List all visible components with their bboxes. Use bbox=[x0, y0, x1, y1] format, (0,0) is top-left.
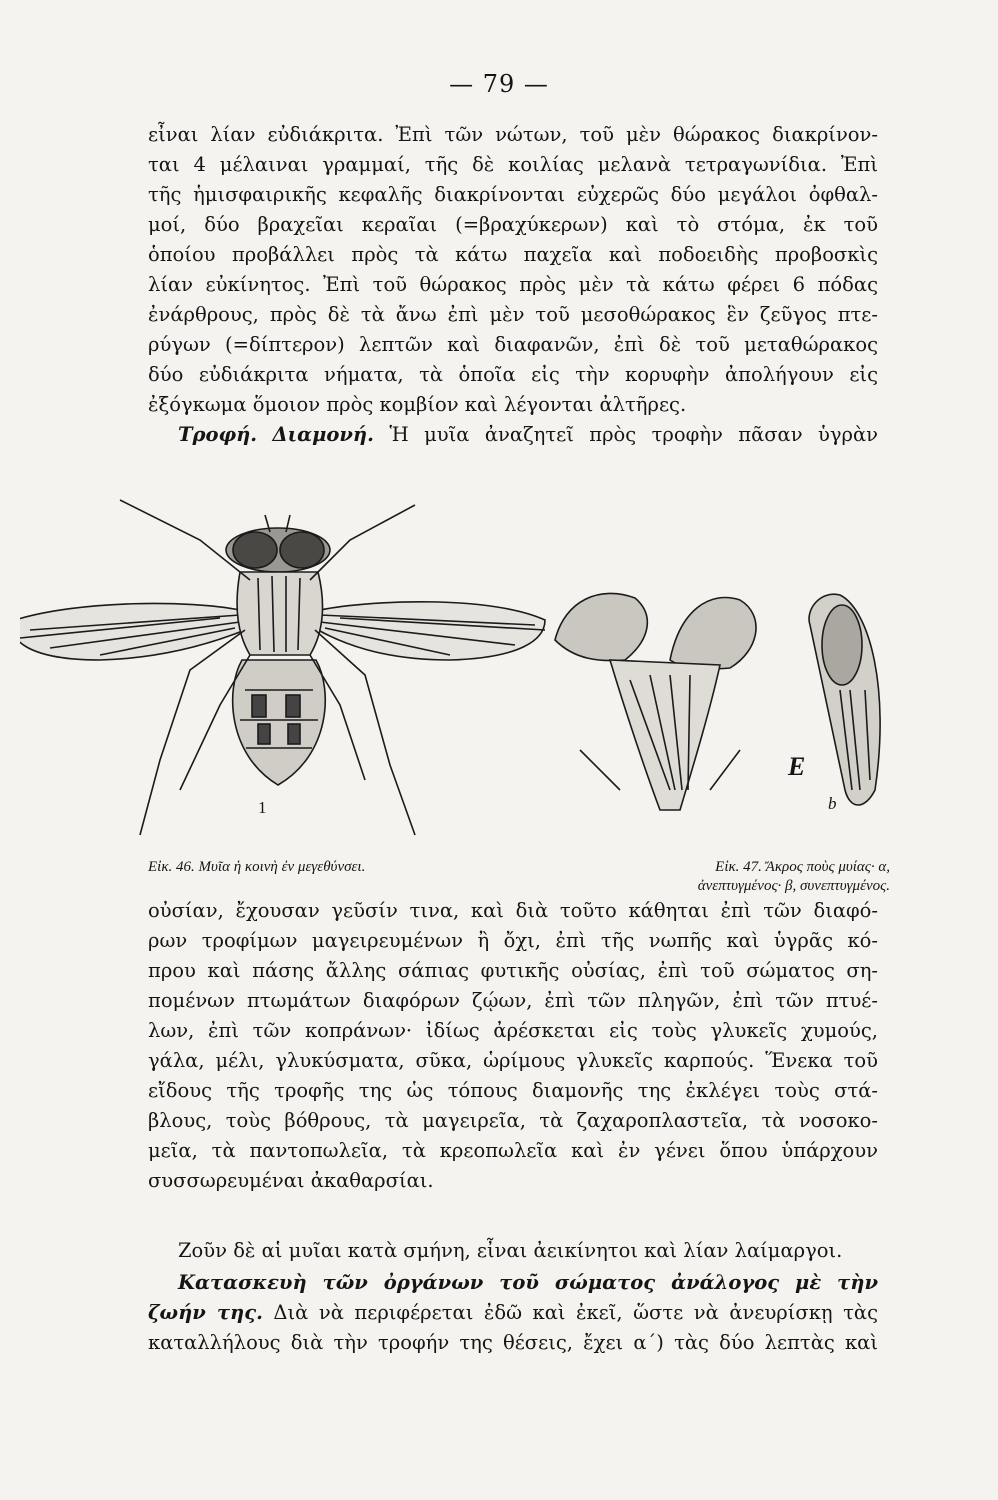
caption-line: ἀνεπτυγμένος· β, συνεπτυγμένος. bbox=[697, 878, 890, 894]
figure-area bbox=[20, 490, 900, 845]
heading-trofi: Τροφή. bbox=[178, 423, 258, 446]
figure-label-e: E bbox=[788, 752, 806, 781]
text-line: ρύγων (=δίπτερον) λεπτῶν καὶ διαφανῶν, ἐπὶ δὲ τοῦ μεταθώρακος bbox=[148, 333, 878, 356]
text-line: ἐξόγκωμα ὅμοιον πρὸς κομβίον καὶ λέγονται ἀλτῆρες. bbox=[148, 393, 687, 416]
text-line bbox=[148, 1268, 878, 1298]
text-line bbox=[148, 1298, 878, 1328]
text-line: πρου καὶ πάσης ἄλλης σάπιας φυτικῆς οὐσίας, ἐπὶ τοῦ σώματος ση- bbox=[148, 959, 878, 982]
fly-illustration bbox=[20, 490, 900, 845]
text-line: λων, ἐπὶ τῶν κοπράνων· ἰδίως ἀρέσκεται εἰς τοὺς γλυκεῖς χυμούς, bbox=[148, 1019, 878, 1042]
paragraph-body-2 bbox=[148, 896, 878, 1196]
section-heading-cont: ζωήν της. bbox=[148, 1301, 263, 1324]
paragraph-body-1 bbox=[148, 120, 878, 450]
paragraph-body-3 bbox=[148, 1236, 878, 1266]
text-line: ται 4 μέλαιναι γραμμαί, τῆς δὲ κοιλίας μελανὰ τετραγωνίδια. Ἐπὶ bbox=[148, 153, 878, 176]
text-run: Ἡ μυῖα ἀναζητεῖ πρὸς τροφὴν πᾶσαν ὑγρὰν bbox=[373, 423, 878, 446]
text-line: εἴδους τῆς τροφῆς της ὡς τόπους διαμονῆς της ἐκλέγει τοὺς στά- bbox=[148, 1079, 878, 1102]
text-run: Διὰ νὰ περιφέρεται ἐδῶ καὶ ἐκεῖ, ὥστε νὰ ἀνευρίσκῃ τὰς bbox=[262, 1301, 878, 1324]
text-line: ρων τροφίμων μαγειρευμένων ἢ ὄχι, ἐπὶ τῆς νωπῆς καὶ ὑγρᾶς κό- bbox=[148, 929, 878, 952]
text-line: ἐνάρθρους, πρὸς δὲ τὰ ἄνω ἐπὶ μὲν τοῦ μεσοθώρακος ἓν ζεῦγος πτε- bbox=[148, 303, 878, 326]
paragraph-body-4 bbox=[148, 1268, 878, 1358]
text-line: ὁποίου προβάλλει πρὸς τὰ κάτω παχεῖα καὶ ποδοειδὴς προβοσκὶς bbox=[148, 243, 878, 266]
text-line: τῆς ἡμισφαιρικῆς κεφαλῆς διακρίνονται εὐχερῶς δύο μεγάλοι ὀφθαλ- bbox=[148, 183, 878, 206]
text-line: εἶναι λίαν εὐδιάκριτα. Ἐπὶ τῶν νώτων, τοῦ μὲν θώρακος διακρίνον- bbox=[148, 123, 878, 146]
text-line: Ζοῦν δὲ αἱ μυῖαι κατὰ σμήνη, εἶναι ἀεικίνητοι καὶ λίαν λαίμαργοι. bbox=[178, 1239, 843, 1262]
text-line: συσσωρευμέναι ἀκαθαρσίαι. bbox=[148, 1169, 434, 1192]
figure-46-caption: Εἰκ. 46. Μυῖα ἡ κοινὴ ἐν μεγεθύνσει. bbox=[148, 859, 366, 875]
text-line: μοί, δύο βραχεῖαι κεραῖαι (=βραχύκερων) καὶ τὸ στόμα, ἐκ τοῦ bbox=[148, 213, 878, 236]
text-line: δύο εὐδιάκριτα νήματα, τὰ ὁποῖα εἰς τὴν κορυφὴν ἀπολήγουν εἰς bbox=[148, 363, 878, 386]
figure-47-caption bbox=[550, 858, 890, 896]
page-number: — 79 — bbox=[449, 70, 549, 98]
text-line: γάλα, μέλι, γλυκύσματα, σῦκα, ὡρίμους γλυκεῖς καρπούς. Ἕνεκα τοῦ bbox=[148, 1049, 878, 1072]
text-line: βλους, τοὺς βόθρους, τὰ μαγειρεῖα, τὰ ζαχαροπλαστεῖα, τὰ νοσοκο- bbox=[148, 1109, 878, 1132]
figure-label-1: 1 bbox=[258, 798, 267, 817]
text-line: οὐσίαν, ἔχουσαν γεῦσίν τινα, καὶ διὰ τοῦτο κάθηται ἐπὶ τῶν διαφό- bbox=[148, 899, 878, 922]
caption-line: Εἰκ. 47. Ἄκρος ποὺς μυίας· α, bbox=[715, 859, 890, 875]
text-line: λίαν εὐκίνητος. Ἐπὶ τοῦ θώρακος πρὸς μὲν τὰ κάτω φέρει 6 πόδας bbox=[148, 273, 878, 296]
text-line: πομένων πτωμάτων διαφόρων ζῴων, ἐπὶ τῶν πληγῶν, ἐπὶ τῶν πτυέ- bbox=[148, 989, 878, 1012]
figure-label-b: b bbox=[828, 794, 837, 813]
heading-diamoni: Διαμονή. bbox=[272, 423, 374, 446]
text-line: καταλλήλους διὰ τὴν τροφήν της θέσεις, ἔχει α΄) τὰς δύο λεπτὰς καὶ bbox=[148, 1331, 878, 1354]
section-heading: Κατασκευὴ τῶν ὀργάνων τοῦ σώματος ἀνάλογος μὲ τὴν bbox=[178, 1271, 878, 1294]
text-line-with-headings bbox=[148, 420, 878, 450]
text-line: μεῖα, τὰ παντοπωλεῖα, τὰ κρεοπωλεῖα καὶ ἐν γένει ὅπου ὑπάρχουν bbox=[148, 1139, 878, 1162]
